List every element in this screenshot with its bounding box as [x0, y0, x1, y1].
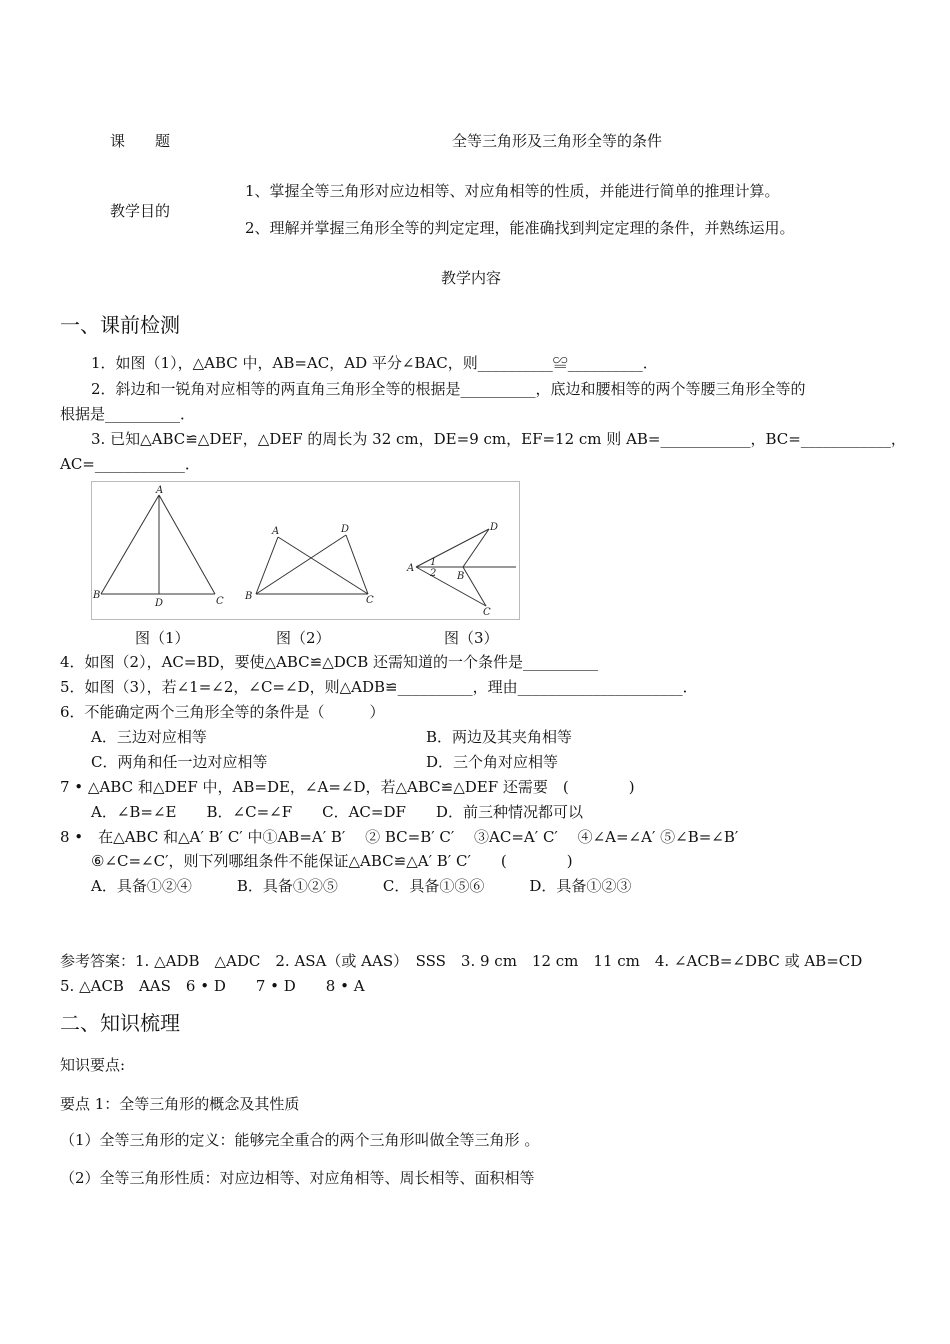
f1-label-c: C: [216, 596, 224, 607]
f3-label-a: A: [407, 563, 415, 574]
f2-label-d: D: [341, 524, 350, 535]
question-4: 4．如图（2），AC=BD，要使△ABC≌△DCB 还需知道的一个条件是__________: [60, 653, 599, 671]
question-1: 1．如图（1），△ABC 中，AB=AC，AD 平分∠BAC，则__________≌__________．: [91, 354, 658, 372]
f1-label-d: D: [155, 598, 164, 609]
content-label: 教学内容: [441, 269, 502, 287]
question-2b: 根据是__________．: [60, 405, 196, 423]
figure-2-caption: 图（2）: [276, 629, 331, 647]
question-8b: ⑥∠C=∠C′，则下列哪组条件不能保证△ABC≌△A′ B′ C′ ( ): [91, 852, 573, 870]
question-2a: 2．斜边和一锐角对应相等的两直角三角形全等的根据是__________，底边和腰相等的两个等腰三角形全等的: [91, 380, 806, 398]
question-3b: AC=____________．: [60, 455, 200, 473]
q6-option-c: C．两角和任一边对应相等: [91, 753, 268, 771]
f1-label-b: B: [93, 590, 101, 601]
point-1-definition: （1）全等三角形的定义：能够完全重合的两个三角形叫做全等三角形 。: [60, 1131, 540, 1149]
f2-label-c: C: [366, 595, 374, 606]
question-3a: 3. 已知△ABC≌△DEF，△DEF 的周长为 32 cm，DE=9 cm，EF=12 cm 则 AB=____________，BC=____________，: [91, 430, 906, 448]
f1-label-a: A: [156, 485, 164, 496]
f2-label-a: A: [272, 526, 280, 537]
answers-line-2: 5. △ACB AAS 6 • D 7 • D 8 • A: [60, 977, 365, 995]
topic-label: 课 题: [110, 132, 171, 150]
q6-option-a: A．三边对应相等: [91, 728, 207, 746]
q6-option-b: B．两边及其夹角相等: [426, 728, 573, 746]
geometry-figures: [92, 482, 519, 619]
point-1-properties: （2）全等三角形性质：对应边相等、对应角相等、周长相等、面积相等: [60, 1169, 535, 1187]
question-6: 6．不能确定两个三角形全等的条件是（ ）: [60, 703, 385, 721]
q6-option-d: D．三个角对应相等: [426, 753, 559, 771]
point-1-heading: 要点 1：全等三角形的概念及其性质: [60, 1095, 300, 1113]
goal-label: 教学目的: [110, 202, 171, 220]
figure-3-caption: 图（3）: [444, 629, 499, 647]
question-7: 7 • △ABC 和△DEF 中，AB=DE，∠A=∠D，若△ABC≌△DEF 还需要 ( ): [60, 778, 635, 796]
section-title-2: 二、知识梳理: [60, 1011, 180, 1035]
goal-1: 1、掌握全等三角形对应边相等、对应角相等的性质，并能进行简单的推理计算。: [245, 182, 780, 200]
f3-label-1: 1: [430, 557, 437, 568]
question-8a: 8 • 在△ABC 和△A′ B′ C′ 中①AB=A′ B′ ② BC=B′ C′ ③AC=A′ C′ ④∠A=∠A′ ⑤∠B=∠B′: [60, 828, 739, 846]
figure-2-quad: [256, 535, 368, 594]
q7-options: A．∠B=∠E B．∠C=∠F C．AC=DF D．前三种情况都可以: [91, 803, 583, 821]
f3-label-d: D: [490, 522, 499, 533]
question-5: 5．如图（3），若∠1=∠2，∠C=∠D，则△ADB≌__________，理由______________________．: [60, 678, 698, 696]
f3-label-2: 2: [430, 568, 437, 579]
figures-panel: [91, 481, 520, 620]
f3-label-b: B: [457, 571, 465, 582]
q8-options: A．具备①②④ B．具备①②⑤ C．具备①⑤⑥ D．具备①②③: [91, 877, 632, 895]
section-title-1: 一、课前检测: [60, 313, 180, 337]
figure-1-triangle: [101, 495, 215, 594]
topic-value: 全等三角形及三角形全等的条件: [452, 132, 663, 150]
figure-1-caption: 图（1）: [135, 629, 190, 647]
knowledge-points-heading: 知识要点:: [60, 1056, 126, 1074]
f2-label-b: B: [245, 591, 253, 602]
goal-2: 2、理解并掌握三角形全等的判定定理，能准确找到判定定理的条件，并熟练运用。: [245, 219, 795, 237]
answers-line-1: 参考答案：1. △ADB △ADC 2. ASA（或 AAS） SSS 3. 9 cm 12 cm 11 cm 4. ∠ACB=∠DBC 或 AB=CD: [60, 952, 863, 970]
f3-label-c: C: [483, 607, 491, 618]
